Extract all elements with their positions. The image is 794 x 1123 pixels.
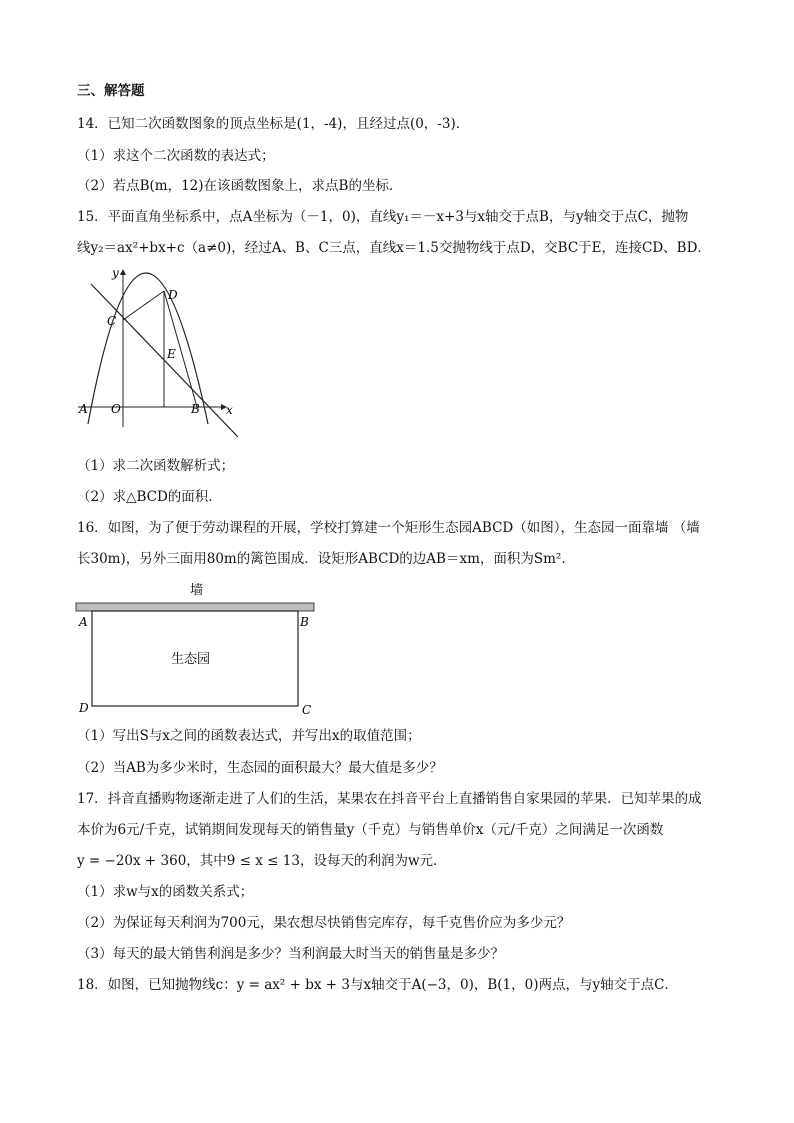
label-d: D xyxy=(168,288,178,302)
label-a: A xyxy=(79,615,88,629)
label-e: E xyxy=(167,347,176,361)
q18-stem: 18．如图，已知抛物线c：y = ax² + bx + 3与x轴交于A(−3，0)，B(1，0)两点，与y轴交于点C． xyxy=(77,977,678,993)
q17-stem-line1: 17．抖音直播购物逐渐走进了人们的生活，某果农在抖音平台上直播销售自家果园的苹果．已知苹果的成 xyxy=(77,791,702,807)
wall xyxy=(76,603,314,611)
garden-label: 生态园 xyxy=(171,652,211,667)
label-a: A xyxy=(79,402,88,416)
q16-garden-figure xyxy=(74,578,324,718)
segment-cd xyxy=(123,291,164,320)
parabola-curve xyxy=(88,273,208,424)
q14-part2: （2）若点B(m，12)在该函数图象上，求点B的坐标． xyxy=(77,178,403,194)
q15-stem-line1: 15．平面直角坐标系中，点A坐标为（－1，0)，直线y₁＝－x+3与x轴交于点B，与y轴交于点C，抛物 xyxy=(77,209,689,225)
label-c: C xyxy=(302,703,312,717)
q16-stem-line2: 长30m)，另外三面用80m的篱笆围成．设矩形ABCD的边AB＝xm，面积为Sm²． xyxy=(77,551,575,567)
label-y: y xyxy=(112,266,119,280)
q16-part1: （1）写出S与x之间的函数表达式，并写出x的取值范围； xyxy=(77,728,421,744)
q15-part1: （1）求二次函数解析式； xyxy=(77,458,235,474)
q17-part3: （3）每天的最大销售利润是多少？当利润最大时当天的销售量是多少？ xyxy=(77,946,505,962)
label-d: D xyxy=(79,701,89,715)
q15-part2: （2）求△BCD的面积． xyxy=(77,489,222,505)
q16-stem-line1: 16．如图，为了便于劳动课程的开展，学校打算建一个矩形生态园ABCD（如图），生态园一面靠墙 （墙 xyxy=(77,520,700,536)
q16-part2: （2）当AB为多少米时，生态园的面积最大？最大值是多少？ xyxy=(77,760,443,776)
label-x: x xyxy=(226,403,233,417)
label-c: C xyxy=(107,314,117,328)
q14-part1: （1）求这个二次函数的表达式； xyxy=(77,148,275,164)
q17-stem-line3: y = −20x + 360，其中9 ≤ x ≤ 13，设每天的利润为w元． xyxy=(77,853,447,869)
q17-part1: （1）求w与x的函数关系式； xyxy=(77,884,254,900)
q14-stem: 14．已知二次函数图象的顶点坐标是(1，-4)，且经过点(0，-3)． xyxy=(77,116,470,132)
label-o: O xyxy=(111,402,121,416)
wall-label: 墙 xyxy=(190,583,204,598)
q17-stem-line2: 本价为6元/千克，试销期间发现每天的销售量y（千克）与销售单价x（元/千克）之间满足一次函数 xyxy=(77,822,664,838)
q15-parabola-figure xyxy=(76,262,246,442)
q15-stem-line2: 线y₂＝ax²+bx+c（a≠0)，经过A、B、C三点，直线x＝1.5交抛物线于点D，交BC于E，连接CD、BD． xyxy=(77,240,711,256)
section-title: 三、解答题 xyxy=(77,83,145,99)
label-b: B xyxy=(191,402,200,416)
label-b: B xyxy=(300,615,309,629)
q17-part2: （2）为保证每天利润为700元，果农想尽快销售完库存，每千克售价应为多少元？ xyxy=(77,915,571,931)
